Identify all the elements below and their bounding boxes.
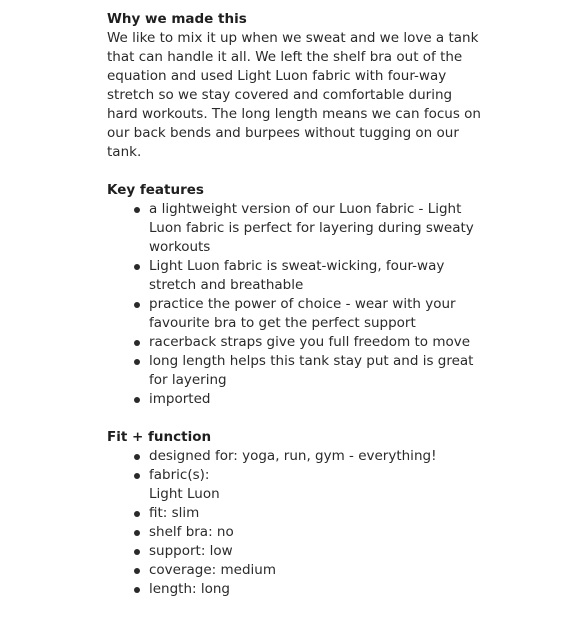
list-item: a lightweight version of our Luon fabric - Light Luon fabric is perfect for layering during sweaty workouts: [149, 200, 487, 257]
fabric-value: Light Luon: [149, 486, 220, 502]
list-item: shelf bra: no: [149, 523, 487, 542]
fit-function-section: [107, 428, 487, 599]
key-features-heading: Key features: [107, 182, 204, 198]
list-item: length: long: [149, 580, 487, 599]
list-item: [149, 466, 487, 504]
list-item: support: low: [149, 542, 487, 561]
why-heading: Why we made this: [107, 11, 247, 27]
list-item: imported: [149, 390, 487, 409]
list-item: Light Luon fabric is sweat-wicking, four-way stretch and breathable: [149, 257, 487, 295]
fabric-label: fabric(s):: [149, 467, 210, 483]
fit-function-list: [107, 447, 487, 599]
fit-function-heading: Fit + function: [107, 429, 212, 445]
key-features-section: [107, 181, 487, 409]
list-item: racerback straps give you full freedom to move: [149, 333, 487, 352]
list-item: coverage: medium: [149, 561, 487, 580]
list-item: designed for: yoga, run, gym - everything!: [149, 447, 487, 466]
why-we-made-this-section: [107, 10, 487, 162]
list-item: fit: slim: [149, 504, 487, 523]
why-body: We like to mix it up when we sweat and we love a tank that can handle it all. We left the shelf bra out of the equation and used Light Luon fabric with four-way stretch so we stay covered and comfortable during hard workouts. The long length means we can focus on our back bends and burpees without tugging on our tank.: [107, 30, 481, 160]
list-item: practice the power of choice - wear with your favourite bra to get the perfect support: [149, 295, 487, 333]
key-features-list: [107, 200, 487, 409]
list-item: long length helps this tank stay put and is great for layering: [149, 352, 487, 390]
product-details: [107, 10, 487, 618]
